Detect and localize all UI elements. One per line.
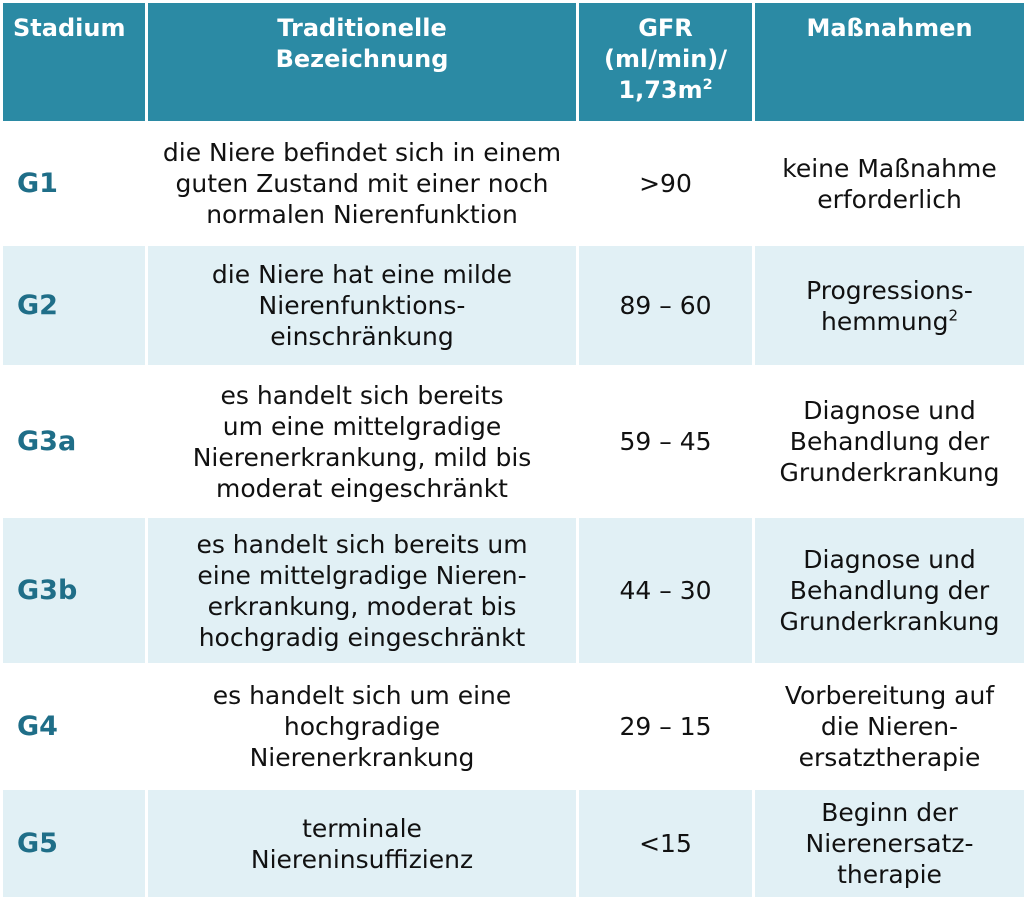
description-line: Nierenfunktions- [154, 290, 570, 321]
measure-cell [754, 123, 1024, 245]
table-header [2, 2, 1024, 123]
measure-cell [754, 789, 1024, 899]
table-row [2, 517, 1024, 665]
gfr-cell: 44 – 30 [578, 517, 754, 665]
stage-cell: G3a [2, 367, 147, 517]
header-gfr-unit: 1,73m [618, 76, 702, 104]
stage-cell: G4 [2, 665, 147, 789]
gfr-cell: <15 [578, 789, 754, 899]
measure-line: Behandlung der [761, 426, 1018, 457]
measure-line: Beginn der [761, 797, 1018, 828]
measure-line: die Nieren- [761, 711, 1018, 742]
description-cell [147, 367, 578, 517]
description-line: die Niere hat eine milde [154, 259, 570, 290]
description-cell [147, 245, 578, 367]
table-row [2, 367, 1024, 517]
measure-line: erforderlich [761, 184, 1018, 215]
description-line: moderat eingeschränkt [154, 473, 570, 504]
measure-line: Nierenersatz- [761, 828, 1018, 859]
description-line: hochgradige [154, 711, 570, 742]
table-body [2, 123, 1024, 899]
header-bezeichnung [147, 2, 578, 123]
measure-line: therapie [761, 859, 1018, 890]
description-line: es handelt sich um eine [154, 680, 570, 711]
description-line: erkrankung, moderat bis [154, 591, 570, 622]
description-line: es handelt sich bereits [154, 380, 570, 411]
measure-text: hemmung [821, 307, 949, 336]
header-line [585, 75, 746, 106]
measure-line: Vorbereitung auf [761, 680, 1018, 711]
gfr-cell: 59 – 45 [578, 367, 754, 517]
header-gfr-sup: 2 [703, 77, 713, 93]
description-line: um eine mittelgradige [154, 411, 570, 442]
gfr-cell: >90 [578, 123, 754, 245]
description-line: Nierenerkrankung, mild bis [154, 442, 570, 473]
description-line: es handelt sich bereits um [154, 529, 570, 560]
description-line: normalen Nierenfunktion [154, 199, 570, 230]
description-cell [147, 123, 578, 245]
measure-line: keine Maßnahme [761, 153, 1018, 184]
measure-line: ersatztherapie [761, 742, 1018, 773]
measure-cell [754, 367, 1024, 517]
table-row [2, 123, 1024, 245]
description-line: eine mittelgradige Nieren- [154, 560, 570, 591]
measure-cell [754, 245, 1024, 367]
header-line: Traditionelle [154, 13, 570, 44]
header-stadium: Stadium [2, 2, 147, 123]
stage-cell: G2 [2, 245, 147, 367]
measure-line: Grunderkrankung [761, 457, 1018, 488]
measure-line: Behandlung der [761, 575, 1018, 606]
measure-cell [754, 665, 1024, 789]
header-massnahmen: Maßnahmen [754, 2, 1024, 123]
measure-line [761, 306, 1018, 337]
description-line: Niereninsuffizienz [154, 844, 570, 875]
description-line: einschränkung [154, 321, 570, 352]
stage-cell: G5 [2, 789, 147, 899]
table-row [2, 789, 1024, 899]
table-row [2, 665, 1024, 789]
measure-line: Progressions- [761, 275, 1018, 306]
description-cell [147, 665, 578, 789]
description-line: Nierenerkrankung [154, 742, 570, 773]
measure-line: Diagnose und [761, 395, 1018, 426]
description-line: guten Zustand mit einer noch [154, 168, 570, 199]
measure-line: Grunderkrankung [761, 606, 1018, 637]
measure-line: Diagnose und [761, 544, 1018, 575]
description-cell [147, 789, 578, 899]
measure-cell [754, 517, 1024, 665]
table-row [2, 245, 1024, 367]
header-line: GFR [585, 13, 746, 44]
description-line: hochgradig eingeschränkt [154, 622, 570, 653]
stage-cell: G3b [2, 517, 147, 665]
description-line: terminale [154, 813, 570, 844]
header-row [2, 2, 1024, 123]
header-line: Bezeichnung [154, 44, 570, 75]
description-cell [147, 517, 578, 665]
header-gfr [578, 2, 754, 123]
header-line: (ml/min)/ [585, 44, 746, 75]
measure-sup: 2 [948, 306, 958, 324]
description-line: die Niere befindet sich in einem [154, 137, 570, 168]
stage-cell: G1 [2, 123, 147, 245]
gfr-cell: 29 – 15 [578, 665, 754, 789]
gfr-cell: 89 – 60 [578, 245, 754, 367]
